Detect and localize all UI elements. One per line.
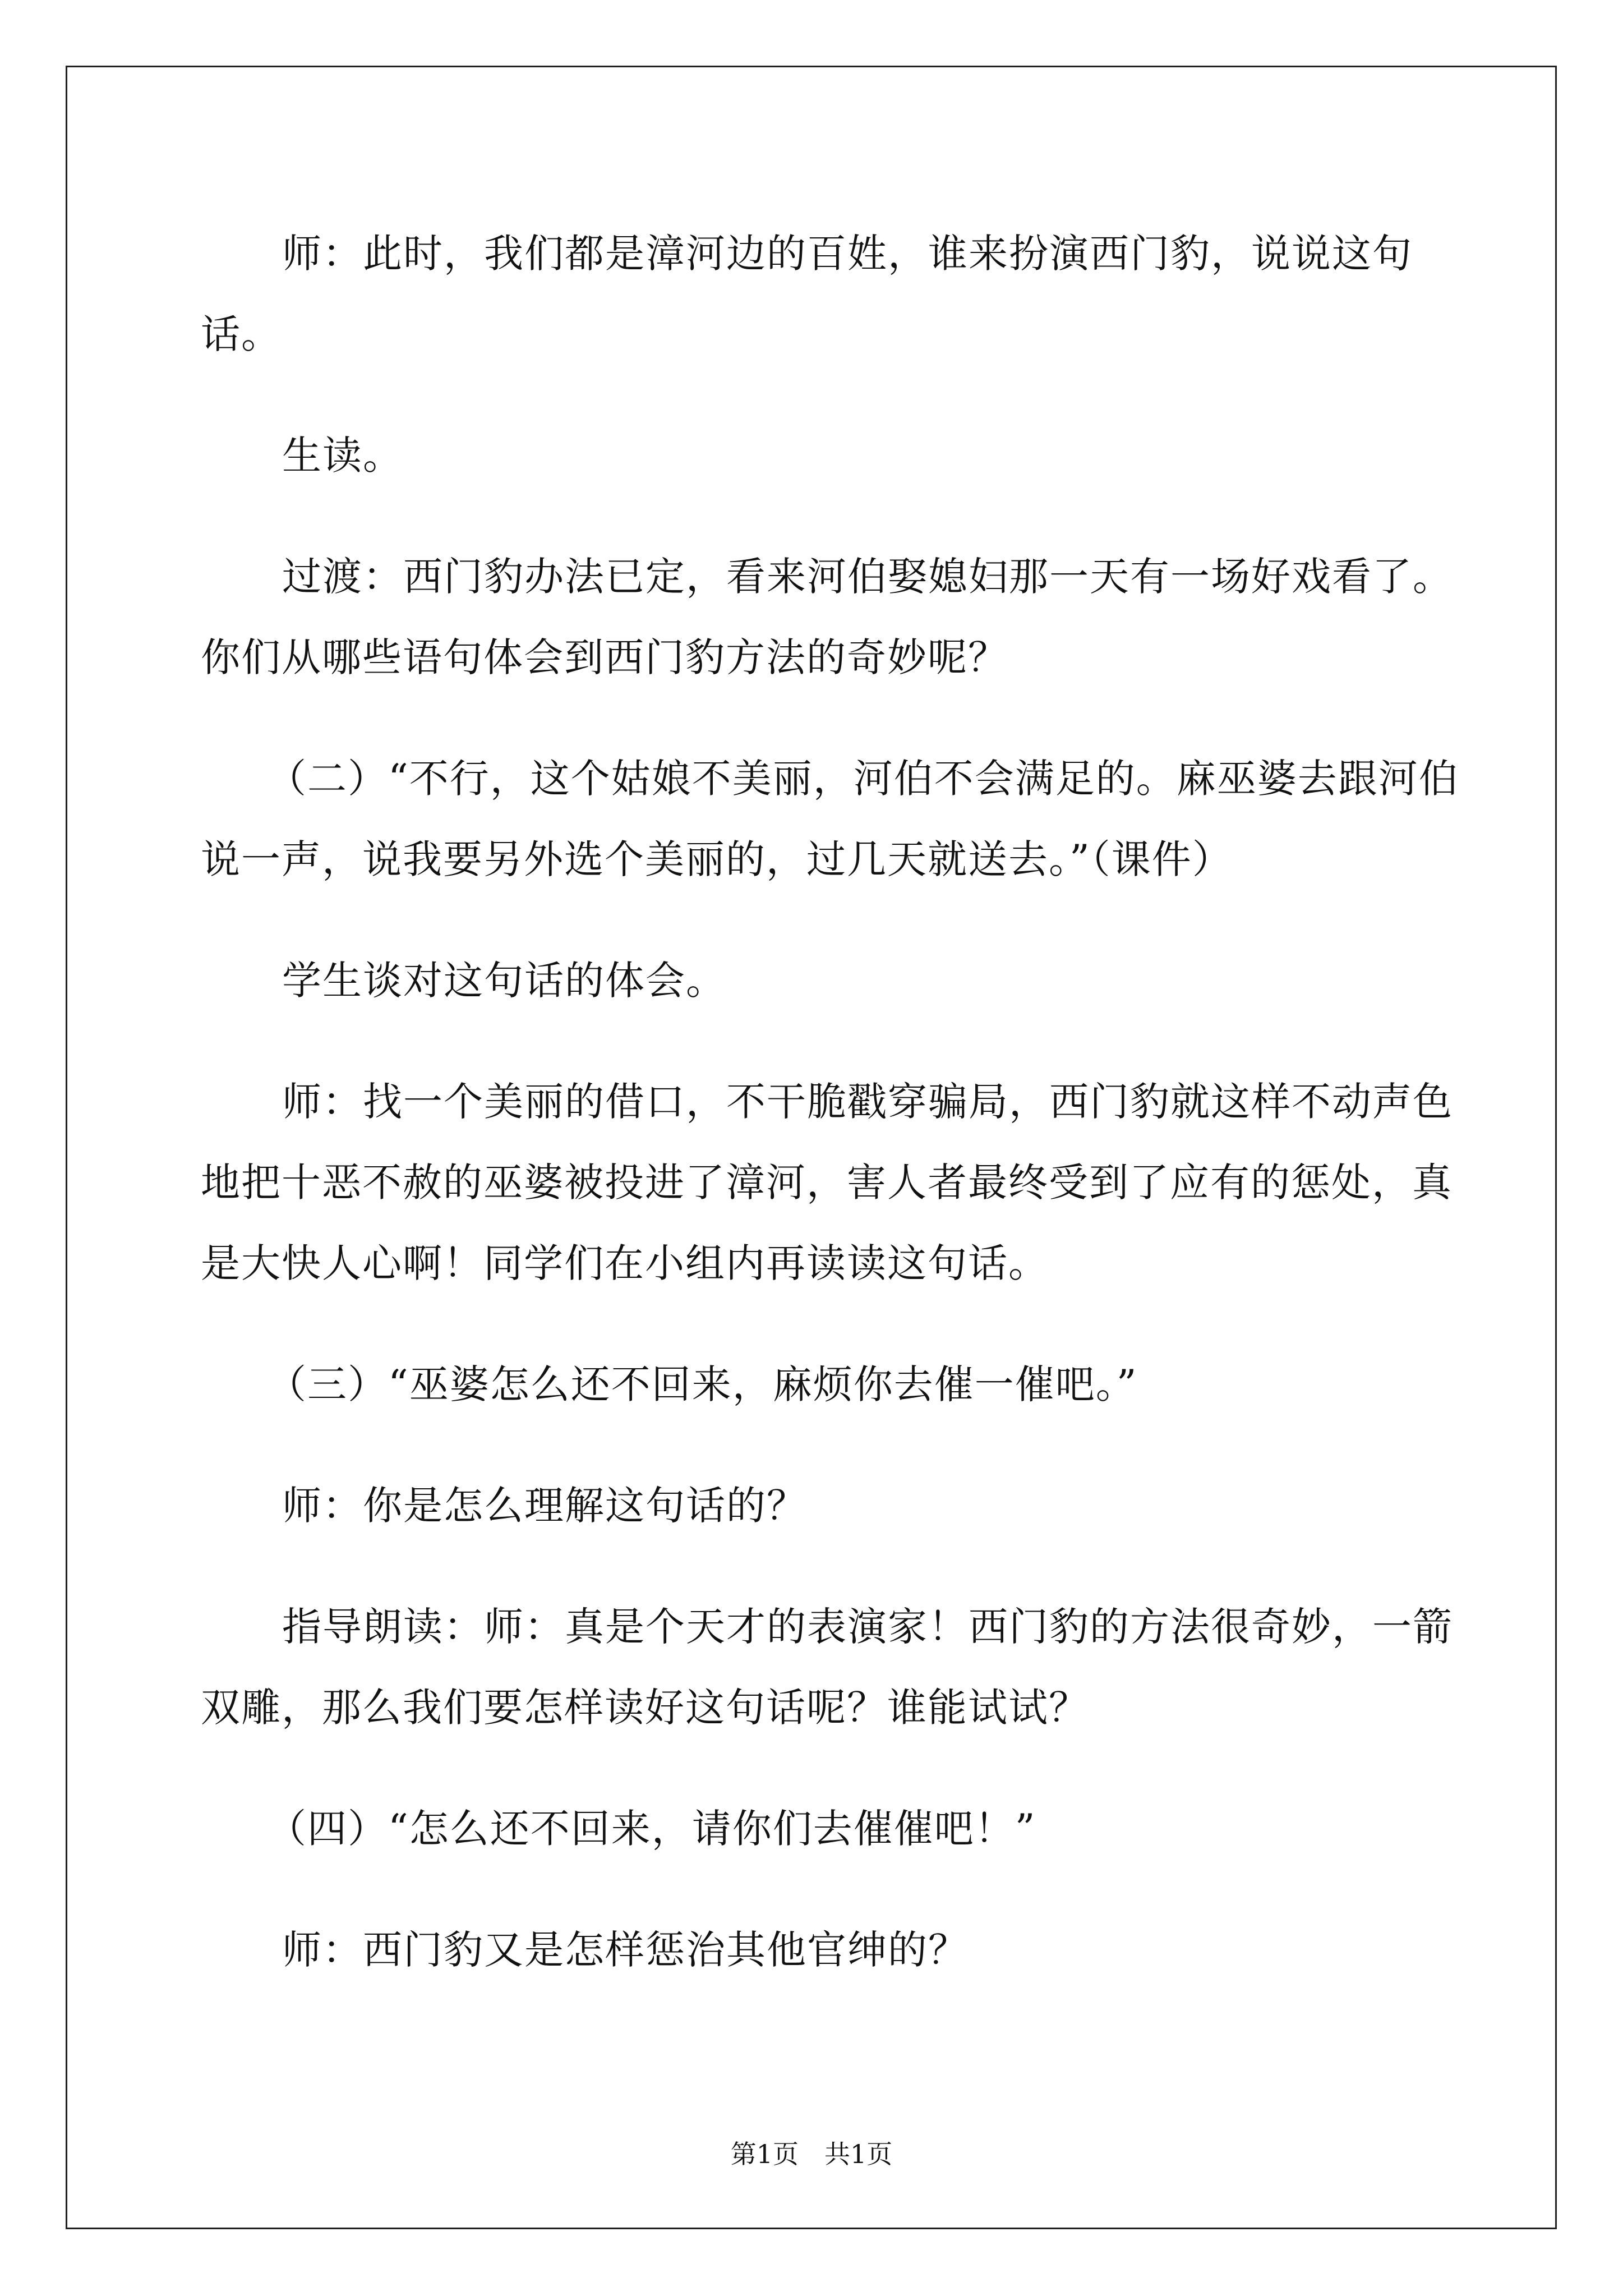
paragraph: 学生谈对这句话的体会。 [282,958,726,1004]
paragraph: 师：找一个美丽的借口，不干脆戳穿骗局，西门豹就这样不动声色地把十恶不赦的巫婆被投进了漳河，害人者最终受到了应有的惩处，真是大快人心啊！同学们在小组内再读读这句话。 [201,1079,1453,1286]
page-footer [0,2137,1623,2171]
paragraph: （二）“不行，这个姑娘不美丽，河伯不会满足的。麻巫婆去跟河伯说一声，说我要另外选个美丽的，过几天就送去。”（课件） [201,756,1459,882]
page-number-current: 第1页 [730,2139,799,2169]
paragraph: 师：此时，我们都是漳河边的百姓，谁来扮演西门豹，说说这句话。 [201,231,1413,357]
page-number-total: 共1页 [824,2139,893,2169]
paragraph: 生读。 [282,432,403,478]
paragraph: （四）“怎么还不回来，请你们去催催吧！” [267,1806,1036,1852]
document-body [201,213,1463,2031]
paragraph: 师：你是怎么理解这句话的？ [282,1483,807,1529]
paragraph: 师：西门豹又是怎样惩治其他官绅的？ [282,1927,969,1973]
paragraph: （三）“巫婆怎么还不回来，麻烦你去催一催吧。” [267,1361,1138,1407]
paragraph: 过渡：西门豹办法已定，看来河伯娶媳妇那一天有一场好戏看了。你们从哪些语句体会到西门豹方法的奇妙呢？ [201,554,1453,680]
paragraph: 指导朗读：师：真是个天才的表演家！西门豹的方法很奇妙，一箭双雕，那么我们要怎样读好这句话呢？谁能试试？ [201,1604,1453,1731]
